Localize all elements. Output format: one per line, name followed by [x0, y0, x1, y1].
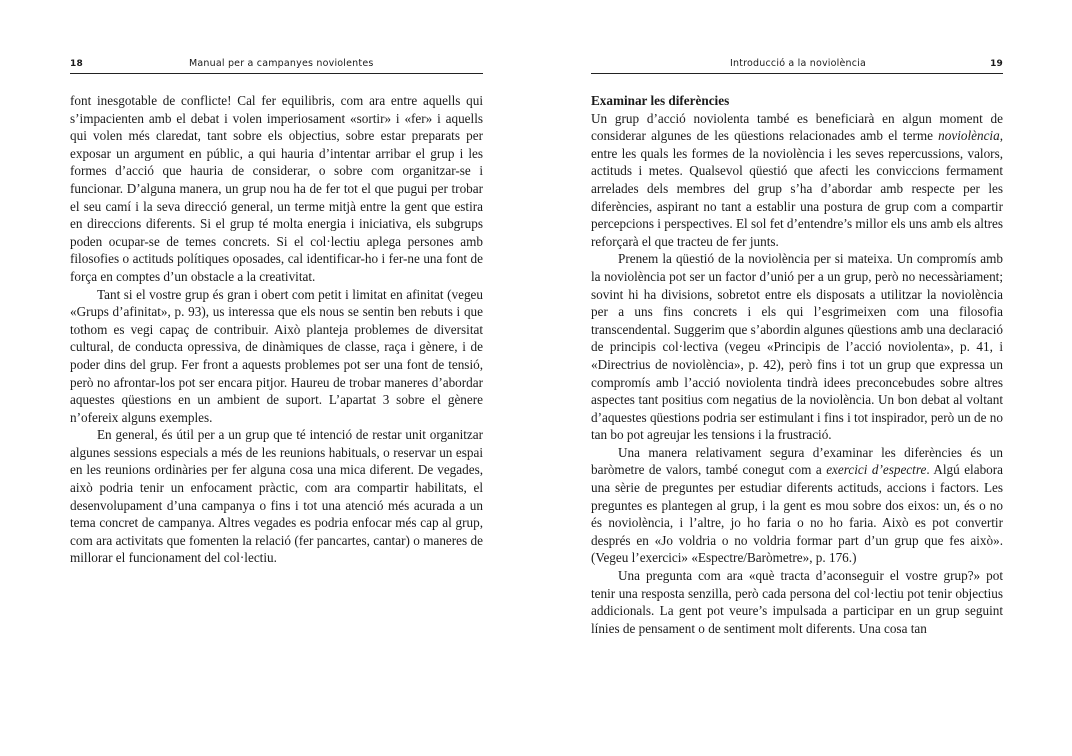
text-run: Un grup d’acció noviolenta també es beneficiarà en algun moment de considerar algunes de les qüestions relacionades amb el terme	[591, 110, 1003, 144]
paragraph: Tant si el vostre grup és gran i obert com petit i limitat en afinitat (vegeu «Grups d’afinitat», p. 93), us interessa que els nous se sentin ben rebuts i que tothom es vegi capaç de contribuir. Això planteja problemes de diversitat cultural, de conducta opressiva, de dinàmiques de classe, raça i gènere, i de poder dins del grup. Fer front a aquests problemes pot ser una font de tensió, però no afrontar-los pot ser encara pitjor. Haureu de trobar maneres d’abordar aquestes qüestions en un ambient de suport. L’apartat 3 sobre el gènere n’ofereix alguns exemples.	[70, 286, 483, 425]
paragraph	[591, 110, 1003, 251]
paragraph: En general, és útil per a un grup que té intenció de restar unit organitzar algunes sessions especials a més de les reunions habituals, o reservar un espai en les reunions ordinàries per fer alguna cosa una mica diferent. De vegades, això podria tenir un enfocament pràctic, com ara compartir habilitats, el desenvolupament d’una campanya o fins i tot una atenció més acurada a un tema concret de campanya. Altres vegades es podria enfocar més cap al grup, com ara activitats que fomenten la relació (fer pancartes, cantar) o maneres de millorar el funcionament del col·lectiu.	[70, 427, 483, 566]
running-title: Manual per a campanyes noviolentes	[189, 58, 374, 69]
section-heading: Examinar les diferències	[591, 93, 730, 108]
text-run: . Algú elabora una sèrie de preguntes per estudiar diferents actituds, accions i factors. Les preguntes es plantegen al grup, i la gent es mou sobre dos eixos: un, és o no és noviolència, i l’altre, jo ho faria o no ho faria. Això es pot convertir després en «Jo voldria o no voldria formar part d’un grup que fes això». (Vegeu l’exercici» «Espectre/Baròmetre», p. 176.)	[591, 462, 1003, 566]
left-running-header	[70, 57, 483, 74]
page-number: 18	[70, 59, 83, 69]
paragraph	[591, 444, 1003, 567]
emphasis: noviolència	[938, 128, 1000, 144]
page-number: 19	[990, 59, 1003, 69]
paragraph: font inesgotable de conflicte! Cal fer equilibris, com ara entre aquells qui s’impacienten amb el debat i volen imperiosament «sortir» i «fer» i aquells qui volen més claredat, tant sobre els objectius, sobre estar preparats per exposar un argument en públic, a qui hauria d’intentar arribar el grup i les formes d’acció que hauria de considerar, o sobre com organitzar-se i funcionar. D’alguna manera, un grup nou ha de fer tot el que pugui per trobar el seu camí i la seva direcció general, un terme mitjà entre la gent que estira en direccions diferents. Si el grup té molta energia i iniciativa, els subgrups poden ocupar-se de temes concrets. Si el col·lectiu aplega persones amb filosofies o actituds polítiques oposades, cal identificar-ho i fer-ne una font de força en comptes d’un obstacle a la creativitat.	[70, 93, 483, 284]
right-body-text	[591, 92, 1003, 637]
paragraph: Una pregunta com ara «què tracta d’aconseguir el vostre grup?» pot tenir una resposta senzilla, però cada persona del col·lectiu pot tenir objectius addicionals. La gent pot veure’s impulsada a participar en un grup seguint línies de pensament o de sentiment molt diferents. Una cosa tan	[591, 568, 1003, 636]
text-run: , entre les quals les formes de la noviolència i les seves repercussions, valors, actituds i metes. Qualsevol qüestió que afecti les conviccions fermament arrelades dels membres del grup s’ha d’abordar amb respecte per les diferències, aspirant no tant a establir una postura de grup com a compartir percepcions i perspectives. El sol fet d’entendre’s millor els uns amb els altres reforçarà el que tracteu de fer junts.	[591, 128, 1003, 249]
running-title: Introducció a la noviolència	[730, 58, 867, 69]
right-running-header	[591, 57, 1003, 74]
left-body-text	[70, 92, 483, 567]
text-run: Una manera relativament segura d’examinar les diferències és un baròmetre de valors, també conegut com a	[591, 444, 1003, 478]
emphasis: exercici d’espectre	[826, 462, 927, 478]
paragraph: Prenem la qüestió de la noviolència per si mateixa. Un compromís amb la noviolència pot ser un factor d’unió per a un grup, però no necessàriament; sovint hi ha divisions, sobretot entre els disposats a utilitzar la noviolència per a uns fins concrets i els qui l’esgrimeixen com una filosofia transcendental. Suggerim que s’abordin algunes qüestions amb una declaració de principis col·lectiva (vegeu «Principis de l’acció noviolenta», p. 41, i «Directrius de noviolència», p. 42), però fins i tot un grup que expressa un compromís amb l’acció noviolenta tindrà idees preconcebudes sobre altres aspectes tant positius com negatius de la noviolència. Un bon debat al voltant d’aquestes qüestions podria ser estimulant i fins i tot inspirador, però un de no tan bo pot agreujar les tensions i la frustració.	[591, 251, 1003, 443]
